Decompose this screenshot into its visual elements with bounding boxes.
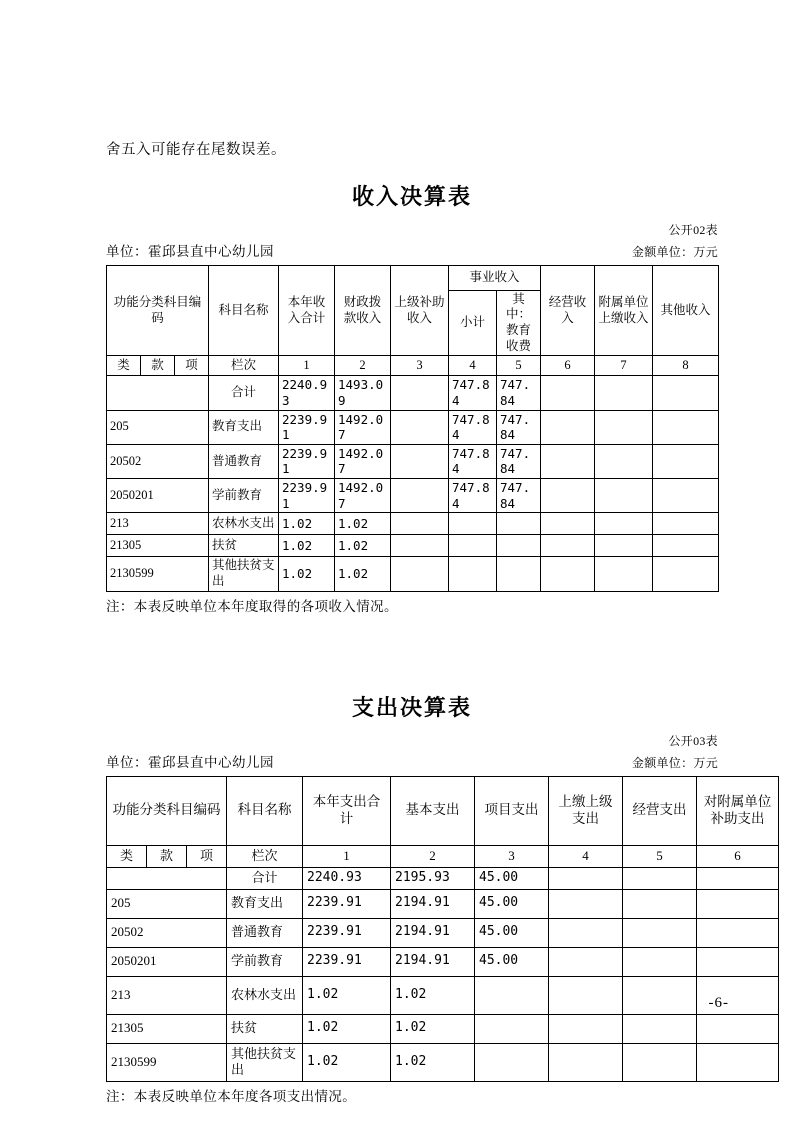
expenditure-row-0-v4: [549, 889, 623, 918]
income-colnum-2: 2: [335, 356, 391, 376]
expenditure-amount-label: 金额单位：万元: [631, 755, 718, 770]
expenditure-header-kuan: 款: [147, 845, 187, 867]
income-row-5-v5: [497, 557, 541, 591]
income-colnum-5: 5: [497, 356, 541, 376]
income-row-0-name: 教育支出: [209, 410, 279, 444]
expenditure-row-0-code: 205: [107, 889, 227, 918]
income-column-number-row: [107, 356, 719, 376]
income-header-fiscal: 财政拨款收入: [335, 265, 391, 356]
income-row-4-v4: [449, 535, 497, 557]
lead-paragraph: 舍五入可能存在尾数误差。: [106, 142, 286, 158]
income-row-1-code: 20502: [107, 444, 209, 478]
table-row: [107, 976, 779, 1014]
income-row-2-v7: [595, 479, 653, 513]
expenditure-header-operating: 经营支出: [623, 776, 697, 845]
expenditure-header-affiliate-sub: 对附属单位补助支出: [697, 776, 779, 845]
expenditure-row-4-v1: 1.02: [303, 1014, 391, 1043]
income-row-3-v3: [391, 513, 449, 535]
expenditure-row-0-v5: [623, 889, 697, 918]
expenditure-row-2-v3: 45.00: [475, 947, 549, 976]
expenditure-total-v4: [549, 867, 623, 889]
expenditure-column-number-row: [107, 845, 779, 867]
income-total-v4: 747.84: [449, 376, 497, 410]
income-row-1-v2: 1492.07: [335, 444, 391, 478]
expenditure-row-4-v3: [475, 1014, 549, 1043]
income-colnum-4: 4: [449, 356, 497, 376]
income-total-v3: [391, 376, 449, 410]
income-row-4-v5: [497, 535, 541, 557]
expenditure-row-2-code: 2050201: [107, 947, 227, 976]
income-amount-label: 金额单位：万元: [631, 244, 718, 259]
income-sheet-tag: 公开02表: [668, 222, 718, 237]
income-row-5-v4: [449, 557, 497, 591]
income-header-lei: 类: [107, 356, 141, 376]
income-row-4-v3: [391, 535, 449, 557]
income-total-row: [107, 376, 719, 410]
expenditure-row-4-v6: [697, 1014, 779, 1043]
income-row-2-v1: 2239.91: [279, 479, 335, 513]
income-header-subtotal: 小计: [449, 290, 497, 356]
income-total-label: 合计: [209, 376, 279, 410]
table-row: [107, 444, 719, 478]
income-table-note: 注：本表反映单位本年度取得的各项收入情况。: [106, 598, 398, 614]
income-row-3-v5: [497, 513, 541, 535]
income-header-affiliate: 附属单位上缴收入: [595, 265, 653, 356]
expenditure-colnum-1: 1: [303, 845, 391, 867]
expenditure-row-3-v2: 1.02: [391, 976, 475, 1014]
expenditure-header-superior-pay: 上缴上级支出: [549, 776, 623, 845]
income-row-4-v7: [595, 535, 653, 557]
expenditure-total-v3: 45.00: [475, 867, 549, 889]
income-row-3-name: 农林水支出: [209, 513, 279, 535]
expenditure-table-note: 注：本表反映单位本年度各项支出情况。: [106, 1088, 357, 1104]
expenditure-colnum-6: 6: [697, 845, 779, 867]
expenditure-header-lanci: 栏次: [227, 845, 303, 867]
income-row-1-v5: 747.84: [497, 444, 541, 478]
expenditure-total-v1: 2240.93: [303, 867, 391, 889]
expenditure-row-1-v5: [623, 918, 697, 947]
income-header-other: 其他收入: [653, 265, 719, 356]
income-row-5-v6: [541, 557, 595, 591]
income-row-2-code: 2050201: [107, 479, 209, 513]
expenditure-header-xiang: 项: [187, 845, 227, 867]
expenditure-table: [106, 776, 779, 1082]
expenditure-colnum-2: 2: [391, 845, 475, 867]
income-row-0-v4: 747.84: [449, 410, 497, 444]
income-row-2-v3: [391, 479, 449, 513]
income-colnum-7: 7: [595, 356, 653, 376]
expenditure-total-label: 合计: [227, 867, 303, 889]
income-total-v1: 2240.93: [279, 376, 335, 410]
expenditure-total-row: [107, 867, 779, 889]
income-row-4-v1: 1.02: [279, 535, 335, 557]
table-row: [107, 889, 779, 918]
income-row-2-v5: 747.84: [497, 479, 541, 513]
income-row-5-v1: 1.02: [279, 557, 335, 591]
income-row-1-name: 普通教育: [209, 444, 279, 478]
income-total-v6: [541, 376, 595, 410]
income-row-4-name: 扶贫: [209, 535, 279, 557]
expenditure-row-4-v2: 1.02: [391, 1014, 475, 1043]
table-row: [107, 1014, 779, 1043]
expenditure-row-4-v5: [623, 1014, 697, 1043]
income-row-3-v7: [595, 513, 653, 535]
expenditure-header-code: 功能分类科目编码: [107, 776, 227, 845]
expenditure-row-0-v6: [697, 889, 779, 918]
table-row: [107, 918, 779, 947]
expenditure-row-4-code: 21305: [107, 1014, 227, 1043]
expenditure-colnum-5: 5: [623, 845, 697, 867]
income-row-0-v5: 747.84: [497, 410, 541, 444]
expenditure-row-0-name: 教育支出: [227, 889, 303, 918]
expenditure-row-3-name: 农林水支出: [227, 976, 303, 1014]
income-row-2-name: 学前教育: [209, 479, 279, 513]
page-number: -6-: [708, 995, 729, 1011]
income-header-code: 功能分类科目编码: [107, 265, 209, 356]
income-row-3-v2: 1.02: [335, 513, 391, 535]
income-row-3-code: 213: [107, 513, 209, 535]
expenditure-colnum-3: 3: [475, 845, 549, 867]
table-row: [107, 410, 719, 444]
income-header-operating: 经营收入: [541, 265, 595, 356]
income-row-5-v3: [391, 557, 449, 591]
income-unit-label: 单位：霍邱县直中心幼儿园: [106, 243, 274, 259]
income-row-1-v7: [595, 444, 653, 478]
expenditure-row-2-v2: 2194.91: [391, 947, 475, 976]
expenditure-row-5-v6: [697, 1043, 779, 1081]
expenditure-row-5-v1: 1.02: [303, 1043, 391, 1081]
income-meta-row: [106, 240, 718, 260]
expenditure-table-block: [106, 691, 772, 1105]
expenditure-row-2-v5: [623, 947, 697, 976]
income-row-0-v3: [391, 410, 449, 444]
income-row-0-v2: 1492.07: [335, 410, 391, 444]
income-total-v8: [653, 376, 719, 410]
income-row-2-v6: [541, 479, 595, 513]
table-row: [107, 479, 719, 513]
table-row: [107, 535, 719, 557]
income-colnum-3: 3: [391, 356, 449, 376]
income-header-business-group: 事业收入: [449, 265, 541, 290]
income-row-4-v6: [541, 535, 595, 557]
expenditure-total-v6: [697, 867, 779, 889]
table-row: [107, 557, 719, 591]
expenditure-row-3-code: 213: [107, 976, 227, 1014]
income-header-total: 本年收入合计: [279, 265, 335, 356]
expenditure-row-2-v1: 2239.91: [303, 947, 391, 976]
expenditure-sheet-tag: 公开03表: [668, 733, 718, 748]
expenditure-row-1-v3: 45.00: [475, 918, 549, 947]
income-row-5-name: 其他扶贫支出: [209, 557, 279, 591]
expenditure-header-total: 本年支出合计: [303, 776, 391, 845]
expenditure-meta-row: [106, 751, 718, 771]
expenditure-header-basic: 基本支出: [391, 776, 475, 845]
expenditure-row-3-v4: [549, 976, 623, 1014]
income-header-superior: 上级补助收入: [391, 265, 449, 356]
expenditure-header-lei: 类: [107, 845, 147, 867]
income-row-5-v2: 1.02: [335, 557, 391, 591]
income-row-1-v1: 2239.91: [279, 444, 335, 478]
income-header-lanci: 栏次: [209, 356, 279, 376]
expenditure-row-2-name: 学前教育: [227, 947, 303, 976]
income-row-0-v1: 2239.91: [279, 410, 335, 444]
table-row: [107, 947, 779, 976]
income-row-0-code: 205: [107, 410, 209, 444]
expenditure-row-4-name: 扶贫: [227, 1014, 303, 1043]
income-row-4-code: 21305: [107, 535, 209, 557]
income-row-3-v8: [653, 513, 719, 535]
income-colnum-1: 1: [279, 356, 335, 376]
expenditure-row-5-name: 其他扶贫支出: [227, 1043, 303, 1081]
income-header-edu-fee: 其中：教育收费: [497, 290, 541, 356]
income-row-2-v8: [653, 479, 719, 513]
income-row-4-v8: [653, 535, 719, 557]
income-row-0-v7: [595, 410, 653, 444]
income-colnum-6: 6: [541, 356, 595, 376]
expenditure-row-5-v2: 1.02: [391, 1043, 475, 1081]
expenditure-row-5-code: 2130599: [107, 1043, 227, 1081]
page-content: [106, 140, 772, 1105]
income-row-1-v3: [391, 444, 449, 478]
income-table: [106, 265, 719, 592]
income-total-v5: 747.84: [497, 376, 541, 410]
expenditure-header-name: 科目名称: [227, 776, 303, 845]
expenditure-row-1-name: 普通教育: [227, 918, 303, 947]
expenditure-row-2-v6: [697, 947, 779, 976]
expenditure-total-v2: 2195.93: [391, 867, 475, 889]
expenditure-row-3-v5: [623, 976, 697, 1014]
income-row-1-v6: [541, 444, 595, 478]
expenditure-row-1-v6: [697, 918, 779, 947]
expenditure-table-title: 支出决算表: [351, 695, 472, 721]
income-header-kuan: 款: [141, 356, 175, 376]
table-row: [107, 1043, 779, 1081]
income-table-block: [106, 180, 718, 615]
expenditure-row-3-v3: [475, 976, 549, 1014]
expenditure-row-2-v4: [549, 947, 623, 976]
expenditure-row-5-v5: [623, 1043, 697, 1081]
income-row-0-v8: [653, 410, 719, 444]
expenditure-row-1-v4: [549, 918, 623, 947]
expenditure-row-0-v2: 2194.91: [391, 889, 475, 918]
income-row-2-v2: 1492.07: [335, 479, 391, 513]
income-row-4-v2: 1.02: [335, 535, 391, 557]
income-table-title: 收入决算表: [351, 184, 472, 210]
expenditure-row-1-v2: 2194.91: [391, 918, 475, 947]
expenditure-header-row: [107, 776, 779, 845]
income-row-5-code: 2130599: [107, 557, 209, 591]
income-row-3-v6: [541, 513, 595, 535]
expenditure-row-0-v1: 2239.91: [303, 889, 391, 918]
income-header-xiang: 项: [175, 356, 209, 376]
expenditure-total-v5: [623, 867, 697, 889]
income-total-v2: 1493.09: [335, 376, 391, 410]
income-row-2-v4: 747.84: [449, 479, 497, 513]
income-row-3-v1: 1.02: [279, 513, 335, 535]
income-header-name: 科目名称: [209, 265, 279, 356]
expenditure-row-4-v4: [549, 1014, 623, 1043]
income-row-5-v7: [595, 557, 653, 591]
expenditure-row-1-v1: 2239.91: [303, 918, 391, 947]
expenditure-colnum-4: 4: [549, 845, 623, 867]
table-row: [107, 513, 719, 535]
income-row-5-v8: [653, 557, 719, 591]
expenditure-row-5-v4: [549, 1043, 623, 1081]
expenditure-row-3-v1: 1.02: [303, 976, 391, 1014]
expenditure-row-0-v3: 45.00: [475, 889, 549, 918]
expenditure-row-1-code: 20502: [107, 918, 227, 947]
income-row-1-v4: 747.84: [449, 444, 497, 478]
income-row-1-v8: [653, 444, 719, 478]
income-total-v7: [595, 376, 653, 410]
income-row-0-v6: [541, 410, 595, 444]
income-colnum-8: 8: [653, 356, 719, 376]
income-row-3-v4: [449, 513, 497, 535]
expenditure-row-5-v3: [475, 1043, 549, 1081]
income-header-row-1: [107, 265, 719, 290]
expenditure-header-project: 项目支出: [475, 776, 549, 845]
expenditure-unit-label: 单位：霍邱县直中心幼儿园: [106, 754, 274, 770]
